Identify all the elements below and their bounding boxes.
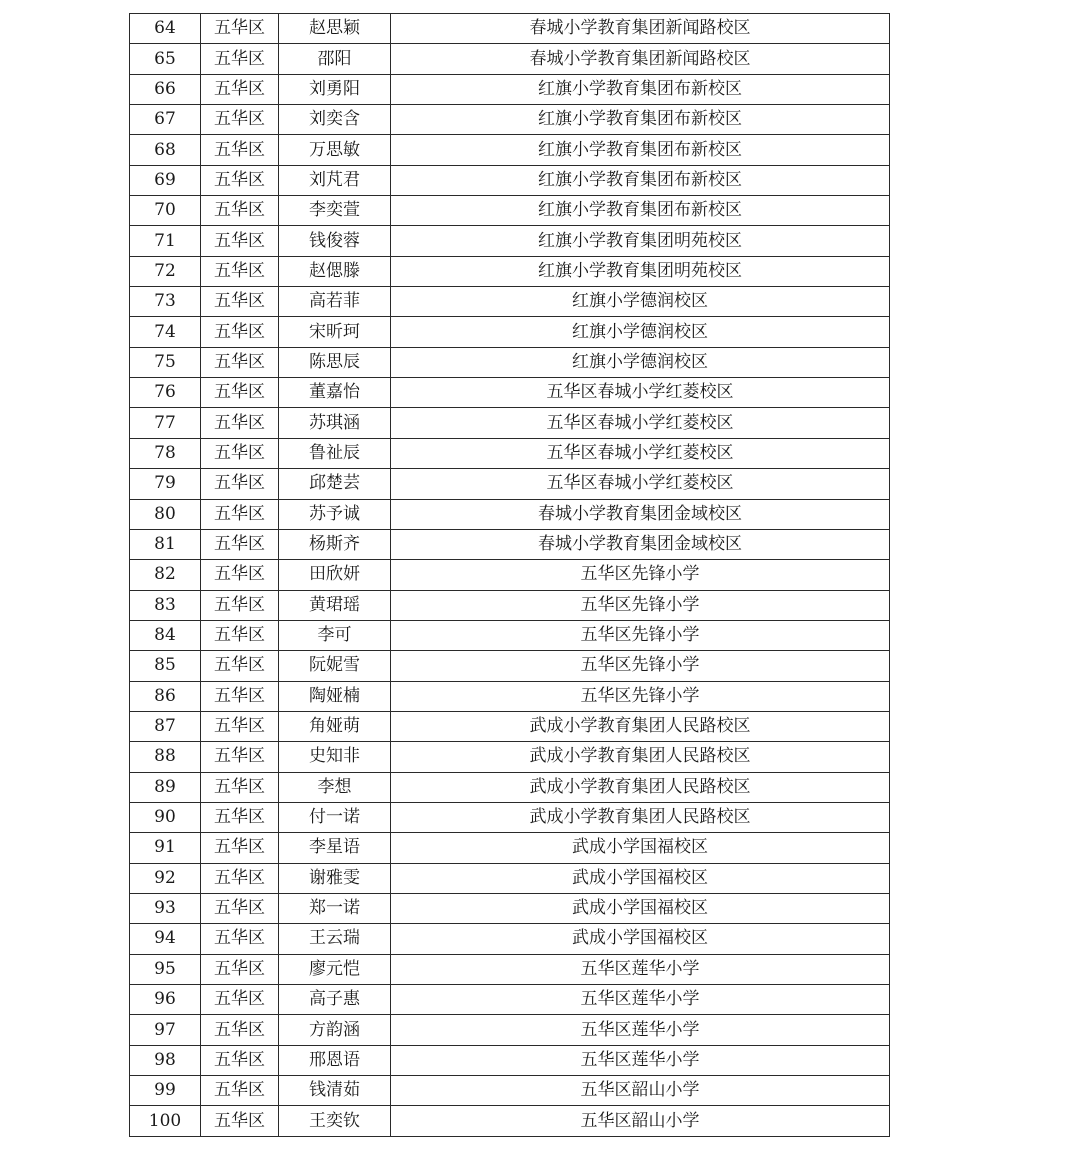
row-number-cell: 77 (130, 408, 201, 438)
table-row (130, 105, 890, 135)
school-name-cell: 五华区莲华小学 (391, 1045, 890, 1075)
student-name-cell: 陈思辰 (279, 347, 391, 377)
school-name-cell: 武成小学国福校区 (391, 863, 890, 893)
student-name-cell: 李星语 (279, 833, 391, 863)
district-cell: 五华区 (201, 833, 279, 863)
student-name-cell: 阮妮雪 (279, 651, 391, 681)
table-row (130, 378, 890, 408)
row-number-cell: 64 (130, 14, 201, 44)
school-name-cell: 红旗小学教育集团明苑校区 (391, 226, 890, 256)
table-row (130, 590, 890, 620)
district-cell: 五华区 (201, 347, 279, 377)
school-name-cell: 春城小学教育集团新闻路校区 (391, 44, 890, 74)
table-row (130, 833, 890, 863)
district-cell: 五华区 (201, 954, 279, 984)
row-number-cell: 84 (130, 620, 201, 650)
district-cell: 五华区 (201, 1015, 279, 1045)
school-name-cell: 武成小学国福校区 (391, 924, 890, 954)
table-row (130, 347, 890, 377)
district-cell: 五华区 (201, 438, 279, 468)
table-row (130, 287, 890, 317)
district-cell: 五华区 (201, 44, 279, 74)
table-row (130, 196, 890, 226)
district-cell: 五华区 (201, 802, 279, 832)
table-row (130, 924, 890, 954)
school-name-cell: 红旗小学德润校区 (391, 347, 890, 377)
district-cell: 五华区 (201, 378, 279, 408)
student-name-cell: 李想 (279, 772, 391, 802)
student-name-cell: 钱清茹 (279, 1076, 391, 1106)
district-cell: 五华区 (201, 256, 279, 286)
row-number-cell: 92 (130, 863, 201, 893)
row-number-cell: 99 (130, 1076, 201, 1106)
district-cell: 五华区 (201, 196, 279, 226)
student-name-cell: 刘芃君 (279, 165, 391, 195)
row-number-cell: 87 (130, 711, 201, 741)
table-row (130, 1015, 890, 1045)
table-row (130, 802, 890, 832)
district-cell: 五华区 (201, 772, 279, 802)
student-name-cell: 高子惠 (279, 985, 391, 1015)
school-name-cell: 五华区韶山小学 (391, 1106, 890, 1136)
district-cell: 五华区 (201, 742, 279, 772)
row-number-cell: 95 (130, 954, 201, 984)
school-name-cell: 武成小学教育集团人民路校区 (391, 772, 890, 802)
table-row (130, 863, 890, 893)
row-number-cell: 100 (130, 1106, 201, 1136)
table-row (130, 651, 890, 681)
table-row (130, 985, 890, 1015)
student-name-cell: 苏予诚 (279, 499, 391, 529)
student-name-cell: 王奕钦 (279, 1106, 391, 1136)
roster-table (129, 13, 890, 1137)
district-cell: 五华区 (201, 287, 279, 317)
row-number-cell: 71 (130, 226, 201, 256)
row-number-cell: 66 (130, 74, 201, 104)
table-row (130, 438, 890, 468)
table-row (130, 681, 890, 711)
row-number-cell: 90 (130, 802, 201, 832)
student-name-cell: 付一诺 (279, 802, 391, 832)
table-row (130, 165, 890, 195)
district-cell: 五华区 (201, 105, 279, 135)
table-row (130, 1106, 890, 1136)
student-name-cell: 钱俊蓉 (279, 226, 391, 256)
row-number-cell: 65 (130, 44, 201, 74)
table-row (130, 560, 890, 590)
table-row (130, 469, 890, 499)
school-name-cell: 五华区先锋小学 (391, 560, 890, 590)
student-name-cell: 万思敏 (279, 135, 391, 165)
school-name-cell: 五华区莲华小学 (391, 1015, 890, 1045)
school-name-cell: 春城小学教育集团新闻路校区 (391, 14, 890, 44)
row-number-cell: 69 (130, 165, 201, 195)
table-row (130, 742, 890, 772)
school-name-cell: 五华区春城小学红菱校区 (391, 438, 890, 468)
row-number-cell: 83 (130, 590, 201, 620)
school-name-cell: 五华区先锋小学 (391, 651, 890, 681)
row-number-cell: 94 (130, 924, 201, 954)
school-name-cell: 五华区先锋小学 (391, 620, 890, 650)
row-number-cell: 80 (130, 499, 201, 529)
school-name-cell: 红旗小学教育集团布新校区 (391, 135, 890, 165)
school-name-cell: 五华区春城小学红菱校区 (391, 469, 890, 499)
district-cell: 五华区 (201, 620, 279, 650)
district-cell: 五华区 (201, 408, 279, 438)
student-name-cell: 赵思颖 (279, 14, 391, 44)
row-number-cell: 72 (130, 256, 201, 286)
student-name-cell: 李可 (279, 620, 391, 650)
table-row (130, 226, 890, 256)
table-row (130, 620, 890, 650)
district-cell: 五华区 (201, 681, 279, 711)
district-cell: 五华区 (201, 1106, 279, 1136)
school-name-cell: 红旗小学教育集团布新校区 (391, 165, 890, 195)
student-name-cell: 角娅萌 (279, 711, 391, 741)
school-name-cell: 红旗小学教育集团布新校区 (391, 74, 890, 104)
table-row (130, 772, 890, 802)
table-row (130, 14, 890, 44)
table-row (130, 135, 890, 165)
school-name-cell: 红旗小学教育集团明苑校区 (391, 256, 890, 286)
roster-body (130, 14, 890, 1137)
row-number-cell: 67 (130, 105, 201, 135)
row-number-cell: 96 (130, 985, 201, 1015)
school-name-cell: 武成小学国福校区 (391, 833, 890, 863)
student-name-cell: 李奕萱 (279, 196, 391, 226)
district-cell: 五华区 (201, 317, 279, 347)
school-name-cell: 五华区春城小学红菱校区 (391, 378, 890, 408)
school-name-cell: 武成小学教育集团人民路校区 (391, 802, 890, 832)
roster-sheet (129, 13, 889, 1137)
district-cell: 五华区 (201, 135, 279, 165)
student-name-cell: 邱楚芸 (279, 469, 391, 499)
student-name-cell: 赵偲滕 (279, 256, 391, 286)
district-cell: 五华区 (201, 924, 279, 954)
row-number-cell: 81 (130, 529, 201, 559)
student-name-cell: 陶娅楠 (279, 681, 391, 711)
student-name-cell: 苏琪涵 (279, 408, 391, 438)
student-name-cell: 郑一诺 (279, 893, 391, 923)
student-name-cell: 邵阳 (279, 44, 391, 74)
district-cell: 五华区 (201, 529, 279, 559)
row-number-cell: 88 (130, 742, 201, 772)
district-cell: 五华区 (201, 165, 279, 195)
row-number-cell: 68 (130, 135, 201, 165)
school-name-cell: 武成小学国福校区 (391, 893, 890, 923)
district-cell: 五华区 (201, 499, 279, 529)
row-number-cell: 79 (130, 469, 201, 499)
student-name-cell: 方韵涵 (279, 1015, 391, 1045)
row-number-cell: 89 (130, 772, 201, 802)
row-number-cell: 85 (130, 651, 201, 681)
school-name-cell: 五华区莲华小学 (391, 954, 890, 984)
school-name-cell: 红旗小学教育集团布新校区 (391, 105, 890, 135)
row-number-cell: 97 (130, 1015, 201, 1045)
student-name-cell: 鲁祉辰 (279, 438, 391, 468)
student-name-cell: 廖元恺 (279, 954, 391, 984)
row-number-cell: 86 (130, 681, 201, 711)
table-row (130, 408, 890, 438)
school-name-cell: 五华区春城小学红菱校区 (391, 408, 890, 438)
district-cell: 五华区 (201, 651, 279, 681)
student-name-cell: 杨斯齐 (279, 529, 391, 559)
district-cell: 五华区 (201, 1076, 279, 1106)
student-name-cell: 黄珺瑶 (279, 590, 391, 620)
district-cell: 五华区 (201, 1045, 279, 1075)
school-name-cell: 武成小学教育集团人民路校区 (391, 742, 890, 772)
school-name-cell: 红旗小学教育集团布新校区 (391, 196, 890, 226)
school-name-cell: 红旗小学德润校区 (391, 287, 890, 317)
row-number-cell: 76 (130, 378, 201, 408)
school-name-cell: 红旗小学德润校区 (391, 317, 890, 347)
table-row (130, 711, 890, 741)
student-name-cell: 刘奕含 (279, 105, 391, 135)
school-name-cell: 五华区先锋小学 (391, 590, 890, 620)
row-number-cell: 74 (130, 317, 201, 347)
table-row (130, 256, 890, 286)
table-row (130, 1076, 890, 1106)
row-number-cell: 73 (130, 287, 201, 317)
table-row (130, 74, 890, 104)
school-name-cell: 五华区莲华小学 (391, 985, 890, 1015)
school-name-cell: 春城小学教育集团金域校区 (391, 499, 890, 529)
student-name-cell: 董嘉怡 (279, 378, 391, 408)
student-name-cell: 史知非 (279, 742, 391, 772)
student-name-cell: 田欣妍 (279, 560, 391, 590)
district-cell: 五华区 (201, 985, 279, 1015)
table-row (130, 1045, 890, 1075)
school-name-cell: 春城小学教育集团金域校区 (391, 529, 890, 559)
table-row (130, 954, 890, 984)
row-number-cell: 75 (130, 347, 201, 377)
district-cell: 五华区 (201, 711, 279, 741)
row-number-cell: 98 (130, 1045, 201, 1075)
district-cell: 五华区 (201, 590, 279, 620)
row-number-cell: 70 (130, 196, 201, 226)
student-name-cell: 王云瑞 (279, 924, 391, 954)
table-row (130, 44, 890, 74)
table-row (130, 499, 890, 529)
district-cell: 五华区 (201, 893, 279, 923)
student-name-cell: 刘勇阳 (279, 74, 391, 104)
district-cell: 五华区 (201, 560, 279, 590)
table-row (130, 893, 890, 923)
student-name-cell: 宋昕珂 (279, 317, 391, 347)
table-row (130, 529, 890, 559)
school-name-cell: 五华区先锋小学 (391, 681, 890, 711)
row-number-cell: 78 (130, 438, 201, 468)
district-cell: 五华区 (201, 469, 279, 499)
school-name-cell: 五华区韶山小学 (391, 1076, 890, 1106)
row-number-cell: 91 (130, 833, 201, 863)
row-number-cell: 82 (130, 560, 201, 590)
student-name-cell: 谢雅雯 (279, 863, 391, 893)
student-name-cell: 邢恩语 (279, 1045, 391, 1075)
district-cell: 五华区 (201, 226, 279, 256)
table-row (130, 317, 890, 347)
district-cell: 五华区 (201, 863, 279, 893)
row-number-cell: 93 (130, 893, 201, 923)
student-name-cell: 高若菲 (279, 287, 391, 317)
school-name-cell: 武成小学教育集团人民路校区 (391, 711, 890, 741)
district-cell: 五华区 (201, 74, 279, 104)
district-cell: 五华区 (201, 14, 279, 44)
